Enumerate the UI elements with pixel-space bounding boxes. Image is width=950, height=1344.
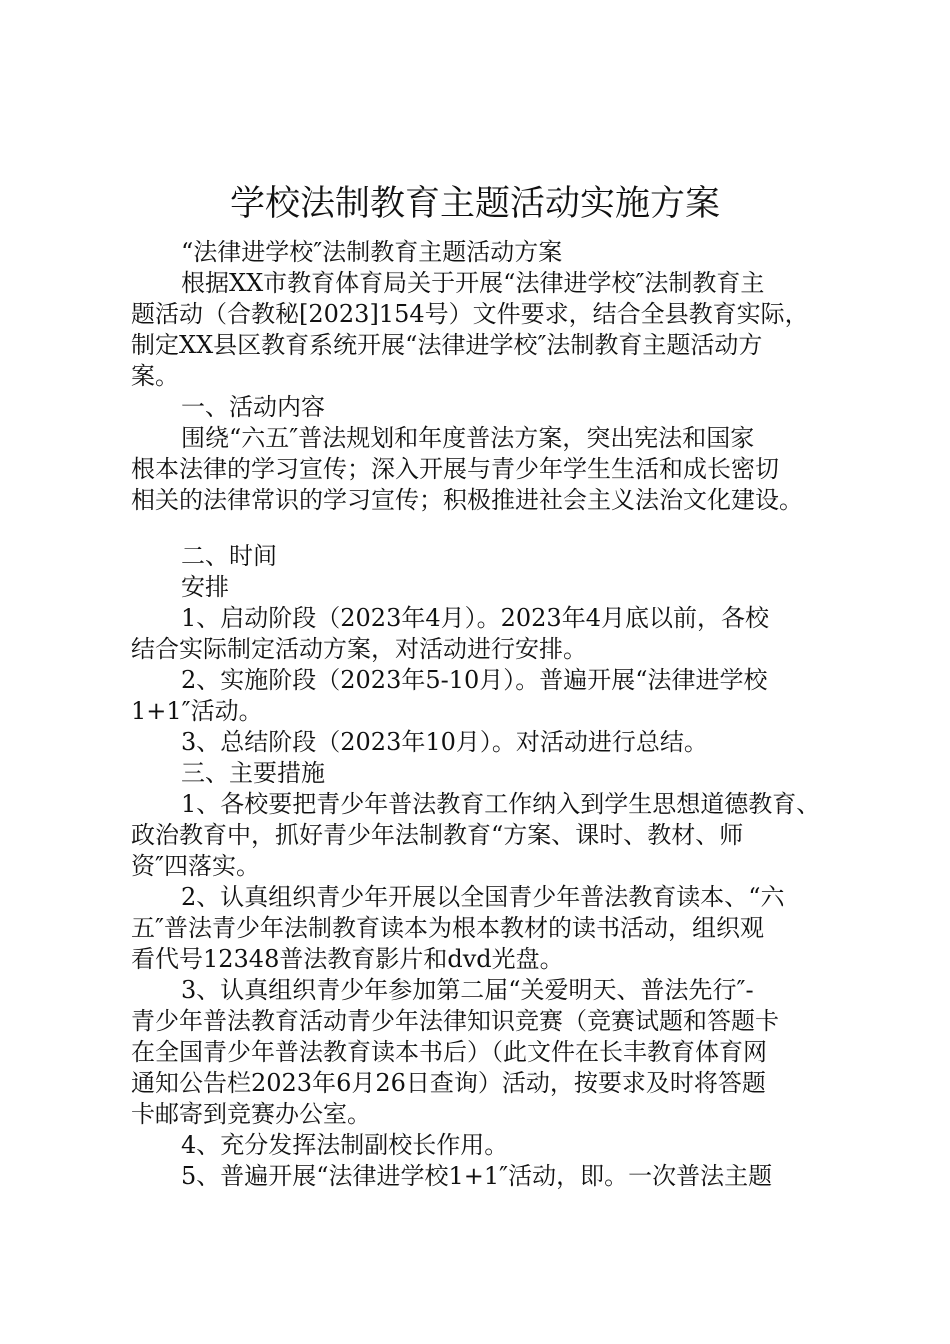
text-line: “法律进学校″法制教育主题活动方案 (181, 238, 563, 266)
text-line: 制定XX县区教育系统开展“法律进学校″法制教育主题活动方 (131, 331, 763, 359)
text-line: 5、普遍开展“法律进学校1+1″活动，即。一次普法主题 (181, 1162, 773, 1190)
text-line: 3、认真组织青少年参加第二届“关爱明天、普法先行″- (181, 976, 754, 1004)
text-line: 1、各校要把青少年普法教育工作纳入到学生思想道德教育、 (181, 790, 821, 818)
section-heading: 二、时间 (181, 542, 277, 570)
text-line: 根据XX市教育体育局关于开展“法律进学校″法制教育主 (181, 269, 765, 297)
text-line: 案。 (131, 362, 179, 390)
text-line: 2、实施阶段（2023年5-10月）。普遍开展“法律进学校 (181, 666, 768, 694)
text-line: 3、总结阶段（2023年10月）。对活动进行总结。 (181, 728, 708, 756)
text-line: 题活动（合教秘[2023]154号）文件要求，结合全县教育实际， (131, 300, 809, 328)
text-line: 资″四落实。 (131, 852, 260, 880)
text-line: 1、启动阶段（2023年4月）。2023年4月底以前，各校 (181, 604, 769, 632)
text-line: 政治教育中，抓好青少年法制教育“方案、课时、教材、师 (131, 821, 744, 849)
text-line: 青少年普法教育活动青少年法律知识竞赛（竞赛试题和答题卡 (131, 1007, 779, 1035)
section-heading: 一、活动内容 (181, 393, 325, 421)
text-line: 围绕“六五″普法规划和年度普法方案，突出宪法和国家 (181, 424, 755, 452)
text-line: 安排 (181, 573, 229, 601)
text-line: 4、充分发挥法制副校长作用。 (181, 1131, 509, 1159)
text-line: 相关的法律常识的学习宣传；积极推进社会主义法治文化建设。 (131, 486, 803, 514)
text-line: 卡邮寄到竞赛办公室。 (131, 1100, 371, 1128)
text-line: 通知公告栏2023年6月26日查询）活动，按要求及时将答题 (131, 1069, 766, 1097)
section-heading: 三、主要措施 (181, 759, 325, 787)
text-line: 根本法律的学习宣传；深入开展与青少年学生生活和成长密切 (131, 455, 779, 483)
text-line: 在全国青少年普法教育读本书后）（此文件在长丰教育体育网 (131, 1038, 767, 1066)
text-line: 结合实际制定活动方案，对活动进行安排。 (131, 635, 587, 663)
text-line: 看代号12348普法教育影片和dvd光盘。 (131, 945, 564, 973)
text-line: 五″普法青少年法制教育读本为根本教材的读书活动，组织观 (131, 914, 764, 942)
document-title: 学校法制教育主题活动实施方案 (229, 184, 720, 224)
text-line: 1+1″活动。 (131, 697, 263, 725)
text-line: 2、认真组织青少年开展以全国青少年普法教育读本、“六 (181, 883, 785, 911)
